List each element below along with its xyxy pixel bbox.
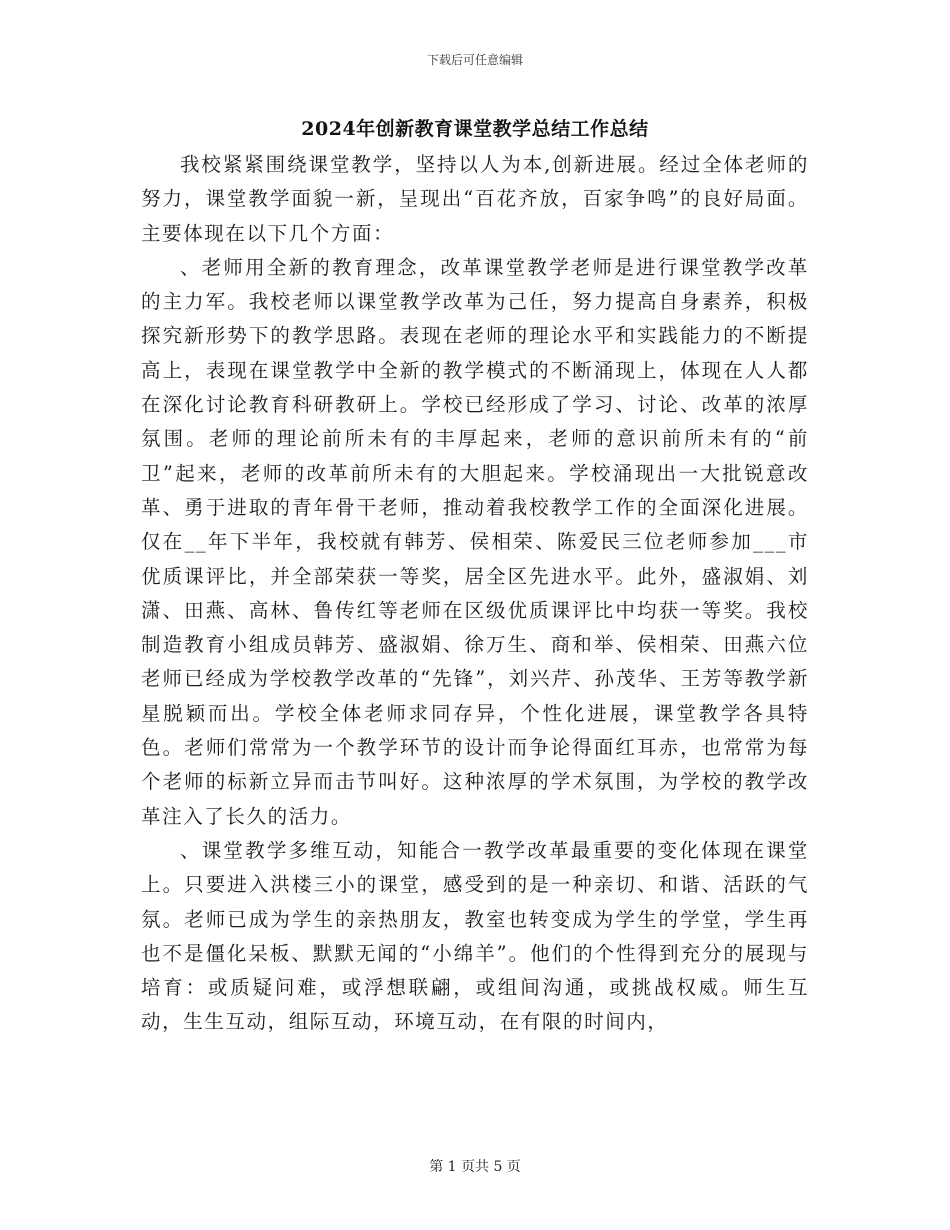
document-body	[141, 148, 809, 1040]
document-title: 2024年创新教育课堂教学总结工作总结	[301, 118, 649, 140]
paragraph-classroom-interaction: 、课堂教学多维互动，知能合一教学改革最重要的变化体现在课堂上。只要进入洪楼三小的课堂，感受到的是一种亲切、和谐、活跃的气氛。老师已成为学生的亲热朋友，教室也转变成为学生的学堂，学生再也不是僵化呆板、默默无闻的“小绵羊”。他们的个性得到充分的展现与培育：或质疑问难，或浮想联翩，或组间沟通，或挑战权威。师生互动，生生互动，组际互动，环境互动，在有限的时间内，	[141, 838, 809, 1034]
page-number-footer: 第 1 页共 5 页	[429, 1159, 521, 1175]
paragraph-teacher-reform: 、老师用全新的教育理念，改革课堂教学老师是进行课堂教学改革的主力军。我校老师以课堂教学改革为己任，努力提高自身素养，积极探究新形势下的教学思路。表现在老师的理论水平和实践能力的不断提高上，表现在课堂教学中全新的教学模式的不断涌现上，体现在人人都在深化讨论教育科研教研上。学校已经形成了学习、讨论、改革的浓厚氛围。老师的理论前所未有的丰厚起来，老师的意识前所未有的“前卫”起来，老师的改革前所未有的大胆起来。学校涌现出一大批锐意改革、勇于进取的青年骨干老师，推动着我校教学工作的全面深化进展。仅在__年下半年，我校就有韩芳、侯相荣、陈爱民三位老师参加___市优质课评比，并全部荣获一等奖，居全区先进水平。此外，盛淑娟、刘潇、田燕、高林、鲁传红等老师在区级优质课评比中均获一等奖。我校制造教育小组成员韩芳、盛淑娟、徐万生、商和举、侯相荣、田燕六位老师已经成为学校教学改革的“先锋”，刘兴芹、孙茂华、王芳等教学新星脱颖而出。学校全体老师求同存异，个性化进展，课堂教学各具特色。老师们常常为一个教学环节的设计而争论得面红耳赤，也常常为每个老师的标新立异而击节叫好。这种浓厚的学术氛围，为学校的教学改革注入了长久的活力。	[141, 255, 809, 828]
paragraph-intro: 我校紧紧围绕课堂教学，坚持以人为本,创新进展。经过全体老师的努力，课堂教学面貌一新，呈现出“百花齐放，百家争鸣”的良好局面。主要体现在以下几个方面：	[141, 153, 809, 245]
page-header-note: 下载后可任意编辑	[426, 53, 523, 67]
